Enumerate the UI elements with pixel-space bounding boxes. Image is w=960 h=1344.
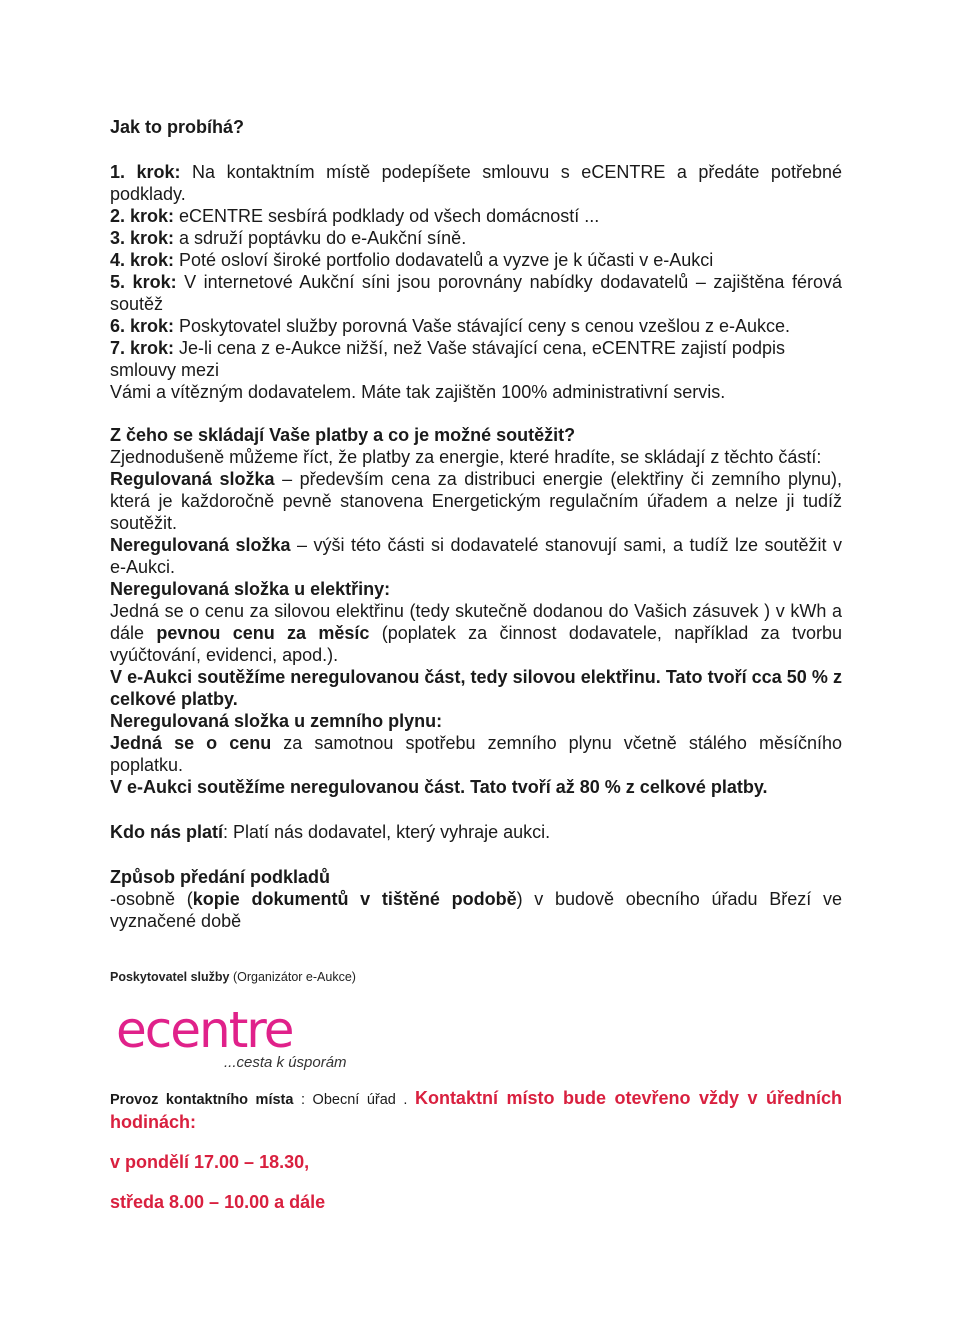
step-text: Na kontaktním místě podepíšete smlouvu s eCENTRE a předáte potřebné podklady. <box>110 162 842 204</box>
step-label: 5. krok: <box>110 272 177 292</box>
gas-paragraph <box>110 732 842 776</box>
gas-text: za samotnou spotřebu zemního plynu včetně stálého měsíčního poplatku. <box>110 733 842 775</box>
step-text: a sdruží poptávku do e-Aukční síně. <box>174 228 467 248</box>
contact-line <box>110 1087 842 1133</box>
electricity-text-2: (poplatek za činnost dodavatele, například za tvorbu vyúčtování, evidenci, apod.). <box>110 623 842 665</box>
step-label: 1. krok: <box>110 162 181 182</box>
unregulated-paragraph <box>110 534 842 578</box>
handover-bold: kopie dokumentů v tištěné podobě <box>192 889 517 909</box>
step-label: 2. krok: <box>110 206 175 226</box>
payments-title: Z čeho se skládají Vaše platby a co je možné soutěžit? <box>110 425 576 445</box>
who-pays-text: : Platí nás dodavatel, který vyhraje aukci. <box>223 822 551 842</box>
payments-section <box>110 424 842 798</box>
steps-list <box>110 161 842 403</box>
unregulated-text: – výši této části si dodavatelé stanovují sami, a tudíž lze soutěžit v e-Aukci. <box>110 535 842 577</box>
gas-title: Neregulovaná složka u zemního plynu: <box>110 711 443 731</box>
contact-open: Kontaktní místo bude otevřeno vždy v úředních hodinách: <box>110 1088 843 1132</box>
step-4 <box>110 249 842 271</box>
handover-title: Způsob předání podkladů <box>110 867 330 887</box>
electricity-title: Neregulovaná složka u elektřiny: <box>110 579 391 599</box>
step-text: Poskytovatel služby porovná Vaše stávající ceny s cenou vzešlou z e-Aukce. <box>174 316 791 336</box>
regulated-paragraph <box>110 468 842 534</box>
ecentre-logo <box>116 1001 842 1071</box>
step-3 <box>110 227 842 249</box>
step-5 <box>110 271 842 315</box>
gas-note: V e-Aukci soutěžíme neregulovanou část. Tato tvoří až 80 % z celkové platby. <box>110 777 768 797</box>
electricity-paragraph <box>110 600 842 666</box>
step-1 <box>110 161 842 205</box>
step-label: 7. krok: <box>110 338 175 358</box>
contact-label: Provoz kontaktního místa <box>110 1092 294 1108</box>
contact-dot: . <box>395 1092 415 1108</box>
step-7 <box>110 337 842 381</box>
step-label: 6. krok: <box>110 316 175 336</box>
electricity-note: V e-Aukci soutěžíme neregulovanou část, tedy silovou elektřinu. Tato tvoří cca 50 % z celkové platby. <box>110 667 842 709</box>
handover-text-2: ) v budově obecního úřadu Březí ve vyznačené době <box>110 889 842 931</box>
hours-wednesday: středa 8.00 – 10.00 a dále <box>110 1192 326 1212</box>
unregulated-label: Neregulovaná složka <box>110 535 291 555</box>
step-label: 4. krok: <box>110 250 175 270</box>
payments-intro: Zjednodušeně můžeme říct, že platby za energie, které hradíte, se skládají z těchto částí: <box>110 447 822 467</box>
handover-text <box>110 888 842 932</box>
provider-label: Poskytovatel služby <box>110 970 230 984</box>
regulated-label: Regulovaná složka <box>110 469 275 489</box>
contact-place: Obecní úřad <box>312 1092 396 1108</box>
gas-bold: Jedná se o cenu <box>110 733 272 753</box>
hours-monday: v pondělí 17.00 – 18.30, <box>110 1152 310 1172</box>
provider-note: (Organizátor e-Aukce) <box>229 970 356 984</box>
step-2 <box>110 205 842 227</box>
logo-tagline: ...cesta k úsporám <box>224 1054 347 1071</box>
provider-line <box>110 969 842 985</box>
handover-text-1: -osobně ( <box>110 889 193 909</box>
regulated-text: – především cena za distribuci energie (elektřiny či zemního plynu), která je každoročně pevně stanovena Energetickým regulačním úřadem a nelze ji tudíž soutěžit. <box>110 469 842 533</box>
contact-sep: : <box>293 1092 313 1108</box>
step-7-continuation: Vámi a vítězným dodavatelem. Máte tak zajištěn 100% administrativní servis. <box>110 382 726 402</box>
step-6 <box>110 315 842 337</box>
electricity-text: Jedná se o cenu za silovou elektřinu (tedy skutečně dodanou do Vašich zásuvek ) v kWh a dále <box>110 601 842 643</box>
step-label: 3. krok: <box>110 228 175 248</box>
electricity-bold: pevnou cenu za měsíc <box>156 623 370 643</box>
document-page <box>110 116 842 1213</box>
logo-wordmark: ecentre <box>116 1001 293 1059</box>
step-text: eCENTRE sesbírá podklady od všech domácností ... <box>174 206 600 226</box>
step-text: Je-li cena z e-Aukce nižší, než Vaše stávající cena, eCENTRE zajistí podpis smlouvy mezi <box>110 338 785 380</box>
page-title: Jak to probíhá? <box>110 117 245 137</box>
handover-section <box>110 866 842 932</box>
who-pays-label: Kdo nás platí <box>110 822 224 842</box>
step-text: Poté osloví široké portfolio dodavatelů a vyzve je k účasti v e-Aukci <box>174 250 714 270</box>
step-text: V internetové Aukční síni jsou porovnány nabídky dodavatelů – zajištěna férová soutěž <box>110 272 842 314</box>
who-pays <box>110 821 842 843</box>
